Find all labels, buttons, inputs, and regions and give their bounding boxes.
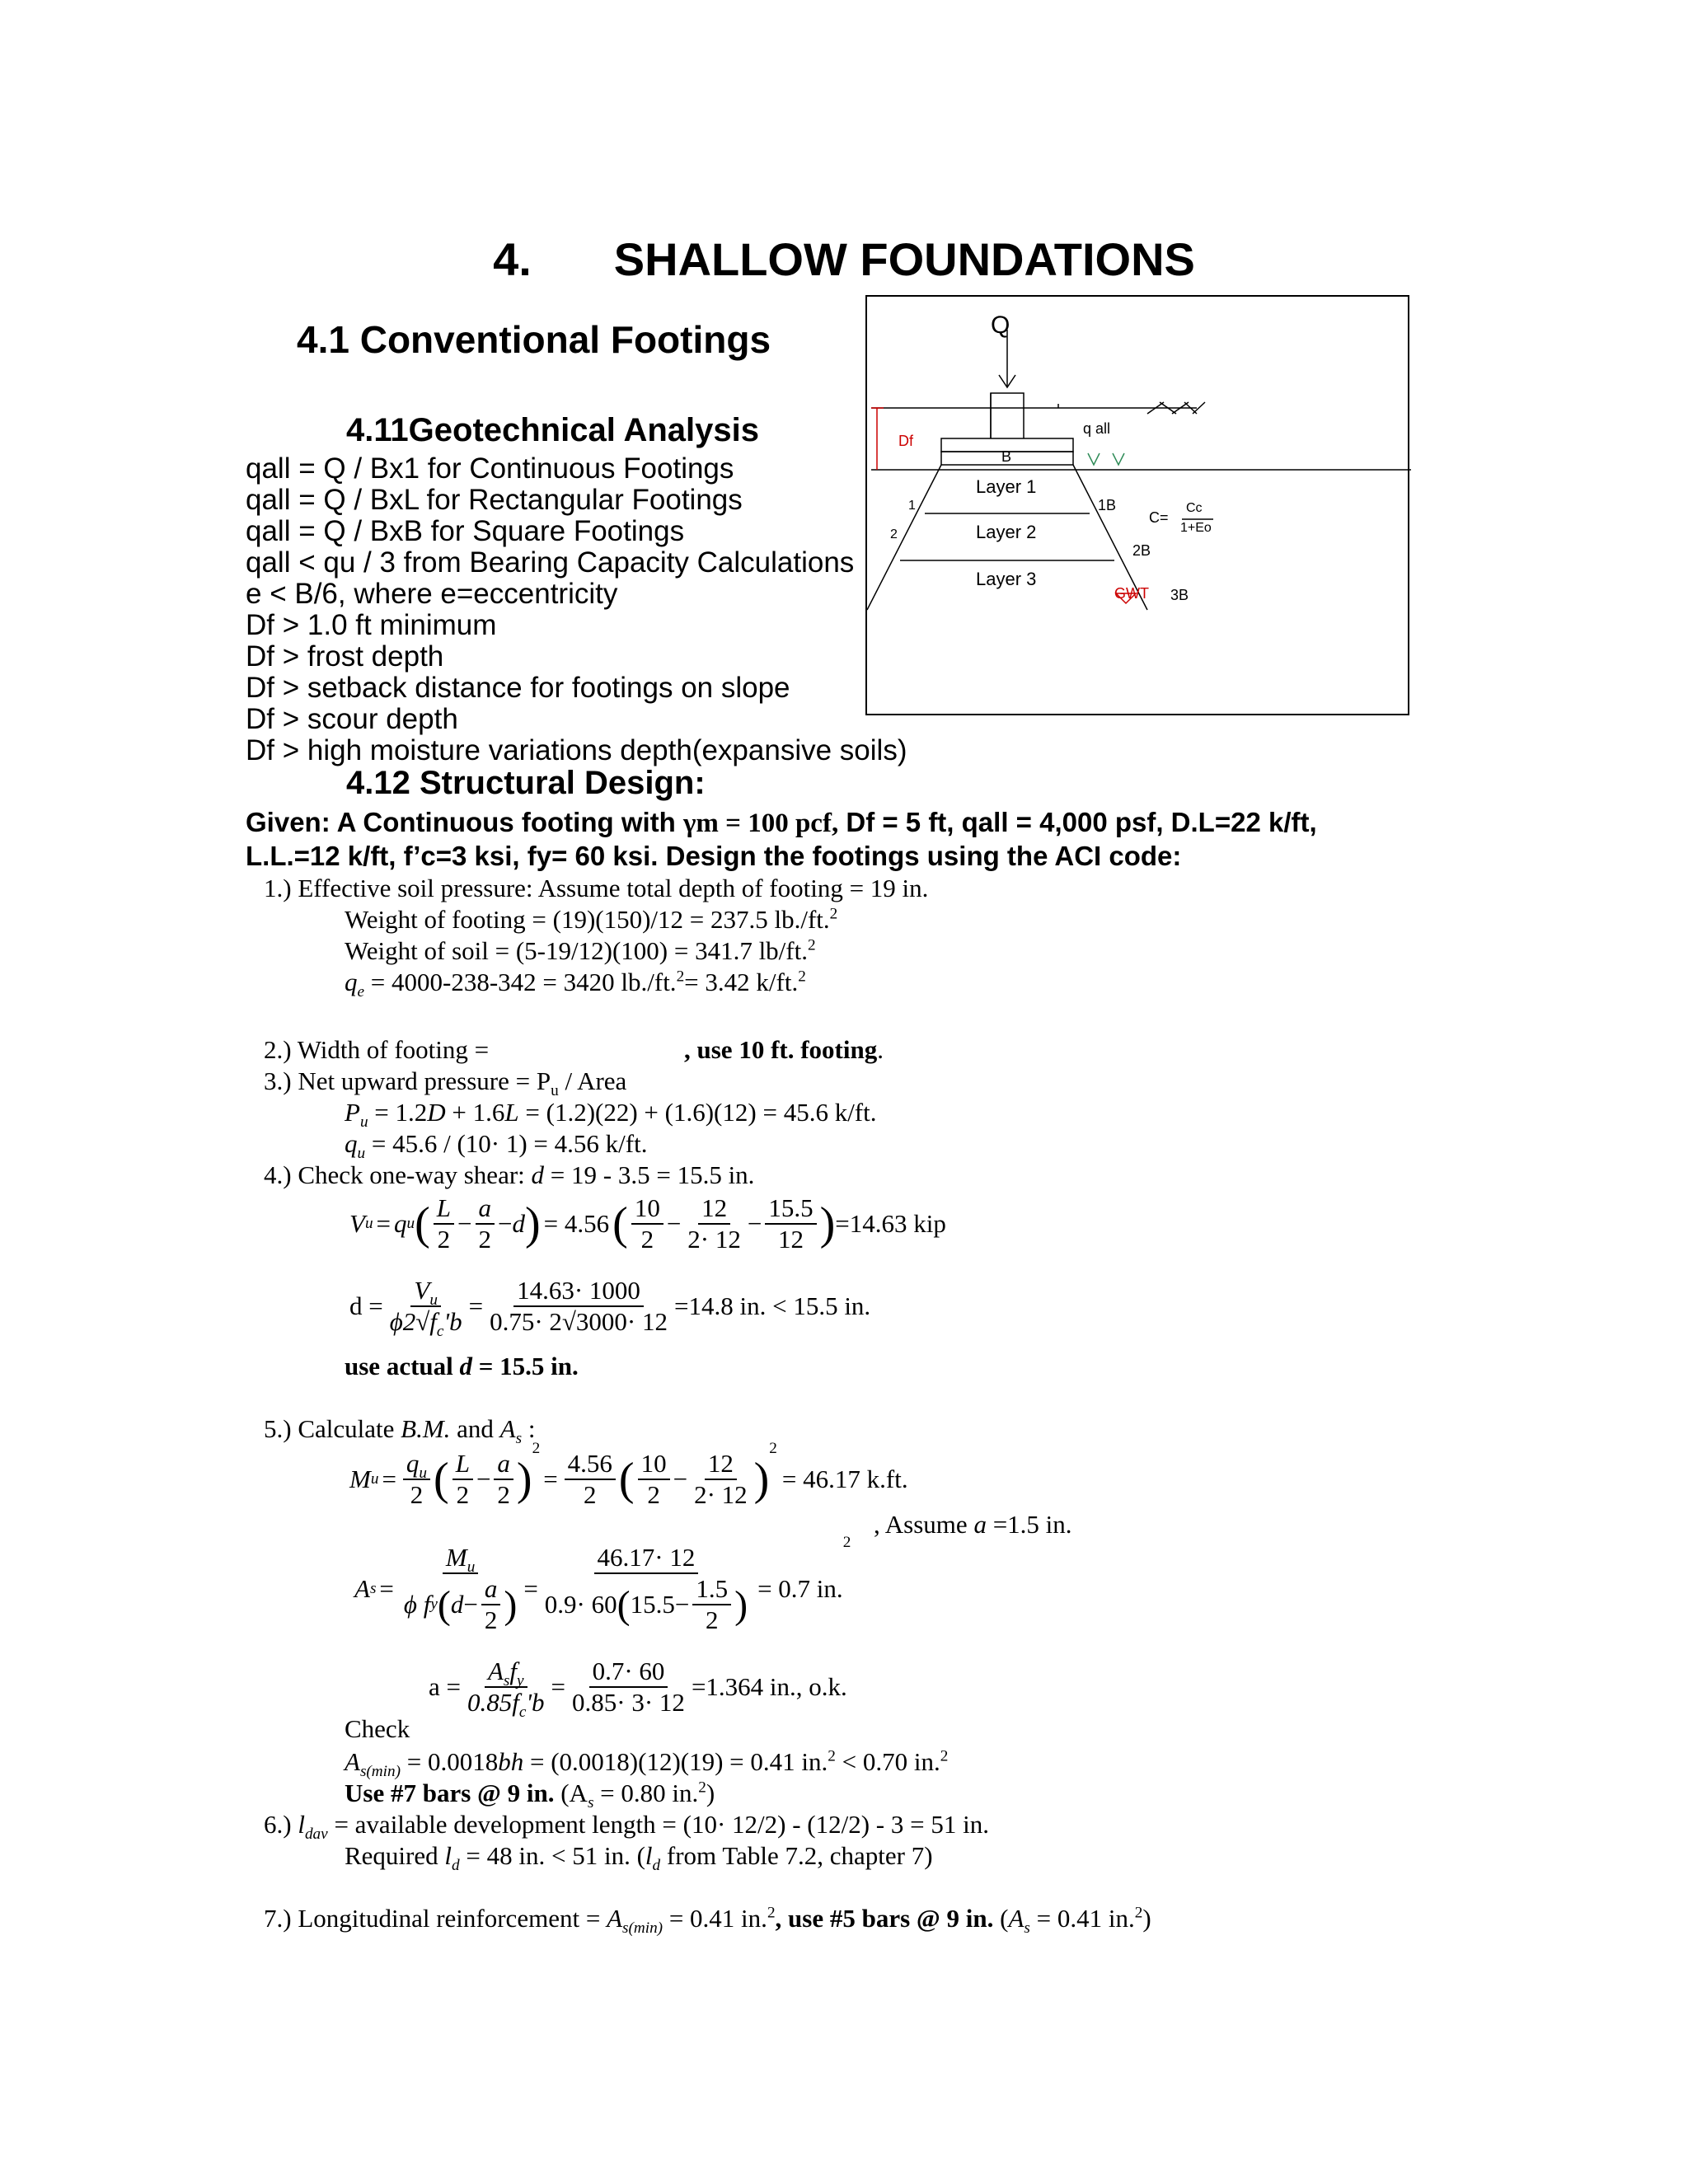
var-a: A	[607, 1904, 622, 1933]
minus: −	[463, 1590, 478, 1619]
paren: )	[819, 1198, 836, 1249]
footing-diagram-svg	[867, 297, 1411, 717]
var-sub: u	[370, 1470, 379, 1488]
as-min-line	[345, 1747, 949, 1781]
rule-line: qall = Q / Bx1 for Continuous Footings	[246, 452, 734, 485]
step-text: = 0.0018	[401, 1747, 499, 1776]
var-d: d	[512, 1209, 526, 1238]
denominator: 0.85f	[467, 1688, 519, 1717]
denominator: 'b	[526, 1688, 545, 1717]
step-text: / Area	[558, 1066, 627, 1095]
load-q-label: Q	[991, 312, 1010, 339]
depth-a-equation	[429, 1657, 847, 1722]
step-text: 3.) Net upward pressure = P	[264, 1066, 551, 1095]
var-q: q	[345, 1129, 358, 1158]
fraction	[542, 1543, 751, 1635]
var-sub: u	[406, 1215, 415, 1232]
var-sub: s	[515, 1430, 523, 1448]
step-text: = 4000-238-342 = 3420 lb./ft.	[364, 968, 677, 996]
layer-1-label: Layer 1	[976, 476, 1037, 497]
denominator: 2	[410, 1480, 424, 1509]
denominator: 2	[456, 1480, 470, 1509]
step-text: Weight of soil = (5-19/12)(100) = 341.7 lb/ft.	[345, 936, 808, 965]
denominator: 2	[584, 1480, 597, 1509]
fraction	[494, 1449, 513, 1510]
cc-label: Cc	[1186, 501, 1203, 515]
minus: −	[476, 1465, 491, 1493]
gwt-label: GWT	[1114, 585, 1149, 602]
var-a: A	[487, 1657, 504, 1685]
denominator: 15.5	[630, 1590, 675, 1619]
step-6	[264, 1810, 989, 1844]
paren: )	[734, 1582, 748, 1627]
given-text: Given: A Continuous footing with	[246, 807, 683, 837]
exponent: 2	[767, 1904, 776, 1922]
step-7	[264, 1904, 1151, 1938]
eo-label: 1+Eo	[1180, 521, 1212, 535]
var-a: A	[1008, 1904, 1025, 1933]
step-text: , use 10 ft. footing	[684, 1035, 878, 1064]
given-text: L.L.=12 k/ft, f’c=3 ksi, fy= 60 ksi. Design the footings using the ACI code:	[246, 841, 1182, 871]
numerator: 4.56	[565, 1449, 616, 1480]
step-1b	[345, 936, 816, 966]
chapter-title: SHALLOW FOUNDATIONS	[613, 233, 1195, 285]
exponent: 2	[798, 968, 806, 986]
step-text: )	[1142, 1904, 1151, 1933]
numerator: 1.5	[692, 1574, 731, 1605]
denominator: 2	[497, 1480, 510, 1509]
var-sub: u	[429, 1291, 438, 1310]
denominator: 2	[478, 1225, 492, 1254]
step-6-required	[345, 1841, 933, 1875]
var-sub: d	[452, 1857, 460, 1875]
subscript: u	[551, 1082, 559, 1100]
var-q: q	[406, 1449, 420, 1478]
section-4-12-heading: 4.12 Structural Design:	[346, 765, 706, 801]
step-text: < 0.70 in.	[835, 1747, 940, 1776]
numerator: 15.5	[765, 1193, 816, 1225]
minus: −	[457, 1209, 472, 1238]
fraction	[476, 1193, 495, 1254]
exponent: 2	[807, 936, 816, 954]
fraction	[486, 1276, 671, 1337]
denominator: 2	[647, 1480, 660, 1509]
var-a: A	[499, 1414, 516, 1443]
step-text: = 1.2	[368, 1098, 428, 1127]
numerator: 14.63· 1000	[513, 1276, 644, 1307]
rule-line: Df > scour depth	[246, 703, 458, 735]
step-text: + 1.6	[445, 1098, 505, 1127]
rule-line: Df > high moisture variations depth(expansive soils)	[246, 734, 907, 766]
result: = 0.7 in.	[757, 1574, 843, 1603]
step-text: =1.5 in.	[986, 1510, 1072, 1539]
fraction	[569, 1657, 688, 1718]
section-4-11-heading: 4.11Geotechnical Analysis	[346, 412, 759, 448]
step-2-result	[684, 1035, 884, 1065]
given-text: Df = 5 ft, qall = 4,000 psf, D.L=22 k/ft,	[838, 807, 1317, 837]
var-l: l	[298, 1810, 305, 1839]
step-text: (A	[554, 1779, 588, 1807]
step-text: = available development length = (10· 12/2) - (12/2) - 3 = 51 in.	[327, 1810, 989, 1839]
rule-line: qall < qu / 3 from Bearing Capacity Calculations	[246, 546, 855, 579]
var-sub: y	[517, 1672, 524, 1690]
var-sub: dav	[304, 1825, 328, 1844]
step-text: = (0.0018)(12)(19) = 0.41 in.	[523, 1747, 828, 1776]
rule-line: qall = Q / BxB for Square Footings	[246, 515, 685, 547]
minus: −	[498, 1209, 513, 1238]
rule-line: e < B/6, where e=eccentricity	[246, 578, 618, 610]
steel-area-equation: A s = $M_u$ ϕ f y ( d − $\frac{a}{2}$ ) = 46.17· 12 0.9· 60 ( 15.5 − $\frac{1.5}{2}$ ) = 0.7 in. 2	[354, 1534, 851, 1634]
var-sub: y	[430, 1596, 438, 1613]
paren: (	[437, 1582, 451, 1627]
equals: =	[382, 1465, 396, 1493]
paren: (	[618, 1454, 635, 1505]
given-statement	[246, 806, 1317, 873]
step-4	[264, 1160, 754, 1190]
step-3a	[345, 1098, 877, 1132]
fraction	[403, 1449, 430, 1510]
result: = 46.17 k.ft.	[781, 1465, 908, 1493]
step-5	[264, 1414, 536, 1448]
footing-diagram	[865, 295, 1409, 715]
depth-equation	[349, 1276, 871, 1341]
fraction	[452, 1449, 473, 1510]
denominator: 2	[640, 1225, 654, 1254]
step-text: (	[993, 1904, 1009, 1933]
var-sub: u	[357, 1145, 366, 1163]
step-text: B.M.	[401, 1414, 451, 1443]
var-sub: u	[467, 1558, 476, 1577]
paren: )	[516, 1454, 532, 1505]
numerator: 0.7· 60	[589, 1657, 668, 1688]
lhs: d =	[349, 1291, 383, 1320]
var-v: V	[349, 1209, 365, 1238]
given-gamma: γm = 100 pcf,	[682, 808, 839, 838]
denominator: 2· 12	[687, 1225, 741, 1254]
denominator: 2· 12	[694, 1480, 748, 1509]
var-sub: s(min)	[359, 1763, 401, 1781]
step-text: 5.) Calculate	[264, 1414, 401, 1443]
numerator: 46.17· 12	[594, 1543, 699, 1574]
shear-equation	[349, 1193, 946, 1254]
chapter-number: 4.	[493, 233, 532, 285]
var-sub: u	[364, 1215, 373, 1232]
fraction	[684, 1193, 744, 1254]
step-text: = 45.6 / (10· 1) = 4.56 k/ft.	[365, 1129, 648, 1158]
paren: (	[612, 1198, 628, 1249]
denominator: 0.9· 60	[544, 1590, 617, 1619]
exponent: 2	[828, 1747, 836, 1765]
step-text: Use #7 bars @ 9 in.	[345, 1779, 555, 1807]
exponent: 2	[698, 1779, 706, 1797]
var-sub: s	[503, 1672, 510, 1690]
fraction	[765, 1193, 816, 1254]
var-sub: s	[1024, 1919, 1030, 1938]
step-text: )	[706, 1779, 715, 1807]
step-text: = 0.41 in.	[1029, 1904, 1135, 1933]
layer-3-label: Layer 3	[976, 569, 1037, 589]
slope-1-label: 1	[908, 499, 916, 513]
equals: =	[523, 1574, 538, 1603]
var-sub: u	[359, 1113, 368, 1132]
minus: −	[747, 1209, 762, 1238]
fraction	[434, 1193, 454, 1254]
section-4-1-heading: 4.1 Conventional Footings	[297, 318, 771, 361]
paren: (	[434, 1454, 449, 1505]
var-v: V	[414, 1276, 430, 1305]
result: =14.8 in. < 15.5 in.	[673, 1291, 871, 1320]
denominator: ϕ2√f	[389, 1307, 437, 1336]
step-text: .	[877, 1035, 884, 1064]
var-sub: c	[518, 1704, 527, 1722]
step-1c	[345, 968, 806, 1001]
step-3	[264, 1066, 627, 1100]
paren: (	[415, 1198, 430, 1249]
layer-2-label: Layer 2	[976, 522, 1037, 542]
step-text: , Assume	[874, 1510, 974, 1539]
fraction	[387, 1276, 466, 1341]
denominator: 'b	[443, 1307, 462, 1336]
step-text: Required	[345, 1841, 445, 1870]
var-l: l	[444, 1841, 452, 1870]
step-text: = 15.5 in.	[472, 1352, 579, 1380]
fraction	[401, 1543, 520, 1635]
var-d: d	[531, 1160, 545, 1189]
value: = 4.56	[543, 1209, 610, 1238]
var-d: d	[450, 1590, 464, 1619]
var-p: P	[345, 1098, 360, 1127]
rule-line: Df > setback distance for footings on slope	[246, 672, 790, 704]
rule-line: Df > 1.0 ft minimum	[246, 609, 497, 641]
equals: =	[543, 1465, 558, 1493]
depth-1b-label: 1B	[1098, 497, 1117, 513]
numerator: 10	[631, 1193, 663, 1225]
fraction	[638, 1449, 670, 1510]
var-sub: s	[369, 1580, 377, 1597]
step-text: from Table 7.2, chapter 7)	[660, 1841, 933, 1870]
step-text: 6.)	[264, 1810, 298, 1839]
var-a: A	[354, 1574, 370, 1603]
minus: −	[674, 1590, 690, 1619]
moment-equation: M u = $\frac{q_u}{2}$ ( $\frac{L}{2}$ − $\frac{a}{2}$ ) 2 = $\frac{4.56}{2}$ ( $\frac{10}{2}$ − $\frac{12}{2\cdot 12}$ ) 2 = 46.17 k.ft.	[349, 1440, 908, 1509]
step-text: and	[450, 1414, 500, 1443]
denominator: 0.75· 2√3000· 12	[490, 1307, 668, 1336]
step-text: :	[522, 1414, 536, 1443]
result: =14.63 kip	[835, 1209, 946, 1238]
var-d: d	[459, 1352, 472, 1380]
var-a: a	[484, 1574, 498, 1603]
equals: =	[379, 1574, 394, 1603]
var-sub: u	[419, 1465, 428, 1483]
paren: )	[525, 1198, 541, 1249]
var-l: L	[504, 1098, 519, 1127]
exponent: 2	[676, 968, 685, 986]
var-q: q	[394, 1209, 407, 1238]
var-a: A	[345, 1747, 360, 1776]
var-l: L	[436, 1193, 452, 1222]
fraction	[692, 1574, 731, 1635]
exponent: 2	[1134, 1904, 1143, 1922]
step-2: 2.) Width of footing =	[264, 1035, 490, 1064]
df-label: Df	[898, 433, 913, 449]
var-a: a	[478, 1193, 492, 1222]
use-actual-d	[345, 1352, 579, 1381]
var-sub: s	[587, 1794, 594, 1812]
assume-a	[874, 1510, 1072, 1540]
depth-2b-label: 2B	[1132, 542, 1151, 559]
var-l: L	[455, 1449, 470, 1478]
step-text: = 0.41 in.	[663, 1904, 767, 1933]
numerator: 12	[705, 1449, 737, 1480]
denominator: 12	[777, 1225, 804, 1254]
paren: )	[504, 1582, 518, 1627]
c-equals-label: C=	[1149, 509, 1169, 526]
var-a: a	[497, 1449, 510, 1478]
var-bh: bh	[498, 1747, 524, 1776]
step-text: = 3.42 k/ft.	[684, 968, 799, 996]
var-m: M	[349, 1465, 371, 1493]
step-text: , use #5 bars @ 9 in.	[775, 1904, 994, 1933]
numerator: 10	[638, 1449, 670, 1480]
paren: (	[617, 1582, 631, 1627]
step-text: 4.) Check one-way shear:	[264, 1160, 532, 1189]
rule-line: qall = Q / BxL for Rectangular Footings	[246, 484, 743, 516]
slope-2-label: 2	[890, 527, 898, 541]
var-sub: e	[357, 983, 365, 1001]
fraction	[565, 1449, 616, 1510]
result: =1.364 in., o.k.	[691, 1672, 847, 1701]
rule-line: Df > frost depth	[246, 640, 444, 673]
minus: −	[673, 1465, 688, 1493]
page-title	[0, 232, 1688, 286]
numerator: 12	[698, 1193, 730, 1225]
step-text: Weight of footing = (19)(150)/12 = 237.5 lb./ft.	[345, 905, 830, 934]
use-7-bars	[345, 1779, 715, 1812]
step-text: use actual	[345, 1352, 460, 1380]
var-f: f	[509, 1657, 518, 1685]
var-q: q	[345, 968, 358, 996]
lhs: a =	[429, 1672, 461, 1701]
equals: =	[551, 1672, 566, 1701]
exponent: 2	[829, 905, 838, 923]
step-text: = 48 in. < 51 in. (	[459, 1841, 645, 1870]
denominator: 2	[705, 1605, 719, 1634]
var-m: M	[445, 1543, 467, 1572]
var-sub: c	[436, 1323, 444, 1341]
fraction	[691, 1449, 751, 1510]
denominator: 2	[484, 1605, 498, 1634]
step-3c	[345, 1129, 648, 1163]
step-text: 7.) Longitudinal reinforcement =	[264, 1904, 607, 1933]
var-l: l	[645, 1841, 653, 1870]
var-sub: d	[652, 1857, 661, 1875]
var-a: a	[973, 1510, 987, 1539]
width-b-label: B	[1001, 448, 1012, 465]
var-sub: s(min)	[622, 1919, 663, 1938]
denominator: ϕ f	[403, 1590, 431, 1619]
equals: =	[468, 1291, 484, 1320]
fraction	[464, 1657, 548, 1722]
geotechnical-rules-list	[246, 453, 907, 766]
equals: =	[376, 1209, 392, 1238]
qall-label: q all	[1083, 420, 1111, 437]
check-label: Check	[345, 1714, 410, 1743]
denominator: 2	[437, 1225, 451, 1254]
paren: )	[753, 1454, 770, 1505]
minus: −	[666, 1209, 682, 1238]
step-1: 1.) Effective soil pressure: Assume total depth of footing = 19 in.	[264, 874, 929, 902]
var-d: D	[427, 1098, 446, 1127]
exponent: 2	[940, 1747, 949, 1765]
denominator: 0.85· 3· 12	[572, 1688, 685, 1717]
step-1a	[345, 905, 837, 935]
fraction	[631, 1193, 663, 1254]
step-text: = 0.80 in.	[593, 1779, 699, 1807]
fraction	[481, 1574, 501, 1635]
step-text: = (1.2)(22) + (1.6)(12) = 45.6 k/ft.	[518, 1098, 877, 1127]
depth-3b-label: 3B	[1170, 587, 1189, 603]
step-text: = 19 - 3.5 = 15.5 in.	[544, 1160, 755, 1189]
